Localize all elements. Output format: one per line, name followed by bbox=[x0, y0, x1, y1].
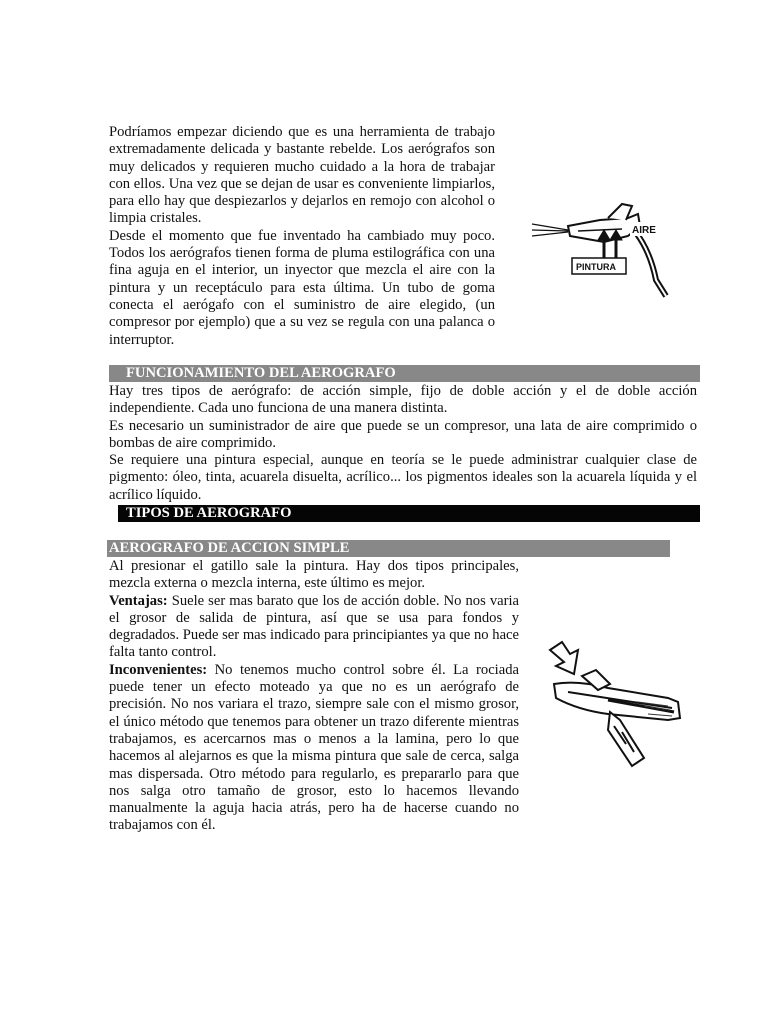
press-arrow-icon bbox=[550, 642, 578, 674]
section-heading-accion-simple-text: AEROGRAFO DE ACCION SIMPLE bbox=[109, 540, 350, 556]
funcionamiento-paragraph-3: Se requiere una pintura especial, aunque en teoría se le puede administrar cualquier clase de pigmento: óleo, tinta, acuarela disuelta, acrílico... los pigmentos ideales son la acuarela líquida y el acrílico líquido. bbox=[109, 452, 697, 503]
section-heading-accion-simple bbox=[107, 540, 670, 557]
single-action-airbrush-figure bbox=[548, 640, 688, 770]
intro-text bbox=[109, 124, 495, 349]
inconvenientes-label: Inconvenientes: bbox=[109, 661, 208, 678]
ventajas-label: Ventajas: bbox=[109, 592, 168, 609]
pintura-label: PINTURA bbox=[576, 262, 616, 272]
section-heading-tipos-text: TIPOS DE AEROGRAFO bbox=[126, 505, 292, 521]
paint-cup-icon bbox=[608, 712, 644, 766]
airbrush-body-icon bbox=[554, 670, 680, 720]
intro-paragraph-1: Podríamos empezar diciendo que es una herramienta de trabajo extremadamente delicada y bastante rebelde. Los aerógrafos son muy delicados y requieren mucho cuidado a la hora de trabajar con ellos. Una vez que se dejan de usar es conveniente limpiarlos, para ello hay que despiezarlos y dejarlos en remojo con alcohol o limpia cristales. bbox=[109, 124, 495, 227]
spray-lines-icon bbox=[532, 224, 568, 236]
section-heading-tipos bbox=[118, 505, 700, 522]
funcionamiento-paragraph-1: Hay tres tipos de aerógrafo: de acción simple, fijo de doble acción y el de doble acción independiente. Cada uno funciona de una manera distinta. bbox=[109, 383, 697, 417]
section-heading-funcionamiento-text: FUNCIONAMIENTO DEL AEROGRAFO bbox=[126, 365, 396, 381]
section-heading-funcionamiento bbox=[109, 365, 700, 382]
ventajas-paragraph bbox=[109, 593, 519, 662]
ventajas-text: Suele ser mas barato que los de acción doble. No nos varia el grosor de salida de pintura, así que se usa para fondos y degradados. Puede ser mas indicado para principiantes ya que no hace falta tanto control. bbox=[109, 592, 519, 661]
inconvenientes-text: No tenemos mucho control sobre él. La rociada puede tener un efecto moteado ya que no es un aerógrafo de precisión. No nos variara el trazo, siempre sale con el mismo grosor, el único método que tenemos para obtener un trazo diferente mientras trabajamos, es acercarnos mas o menos a la lamina, pero lo que hacemos al alejarnos es que la misma pintura que sale de cerca, salga mas dispersada. Otro método para regularlo, es prepararlo para que nos salga otro tamaño de grosor, esto lo hacemos llevando manualmente la aguja hacia atrás, pero ha de hacerse cuando no trabajamos con él. bbox=[109, 661, 519, 834]
funcionamiento-text bbox=[109, 383, 697, 504]
inconvenientes-paragraph bbox=[109, 662, 519, 835]
funcionamiento-paragraph-2: Es necesario un suministrador de aire que puede se un compresor, una lata de aire comprimido o bombas de aire comprimido. bbox=[109, 417, 697, 451]
intro-paragraph-2: Desde el momento que fue inventado ha cambiado muy poco. Todos los aerógrafos tienen forma de pluma estilográfica con una fina aguja en el interior, un inyector que mezcla el aire con la pintura y un receptáculo para esta última. Un tubo de goma conecta el aerógafo con el suministro de aire elegido, (un compresor por ejemplo) que a su vez se regula con una palanca o interruptor. bbox=[109, 227, 495, 348]
airbrush-diagram-figure bbox=[530, 200, 670, 300]
air-hose-icon bbox=[634, 230, 666, 296]
accion-simple-paragraph-1: Al presionar el gatillo sale la pintura. Hay dos tipos principales, mezcla externa o mezcla interna, este último es mejor. bbox=[109, 558, 519, 592]
accion-simple-text bbox=[109, 558, 519, 835]
aire-label: AIRE bbox=[632, 225, 656, 236]
